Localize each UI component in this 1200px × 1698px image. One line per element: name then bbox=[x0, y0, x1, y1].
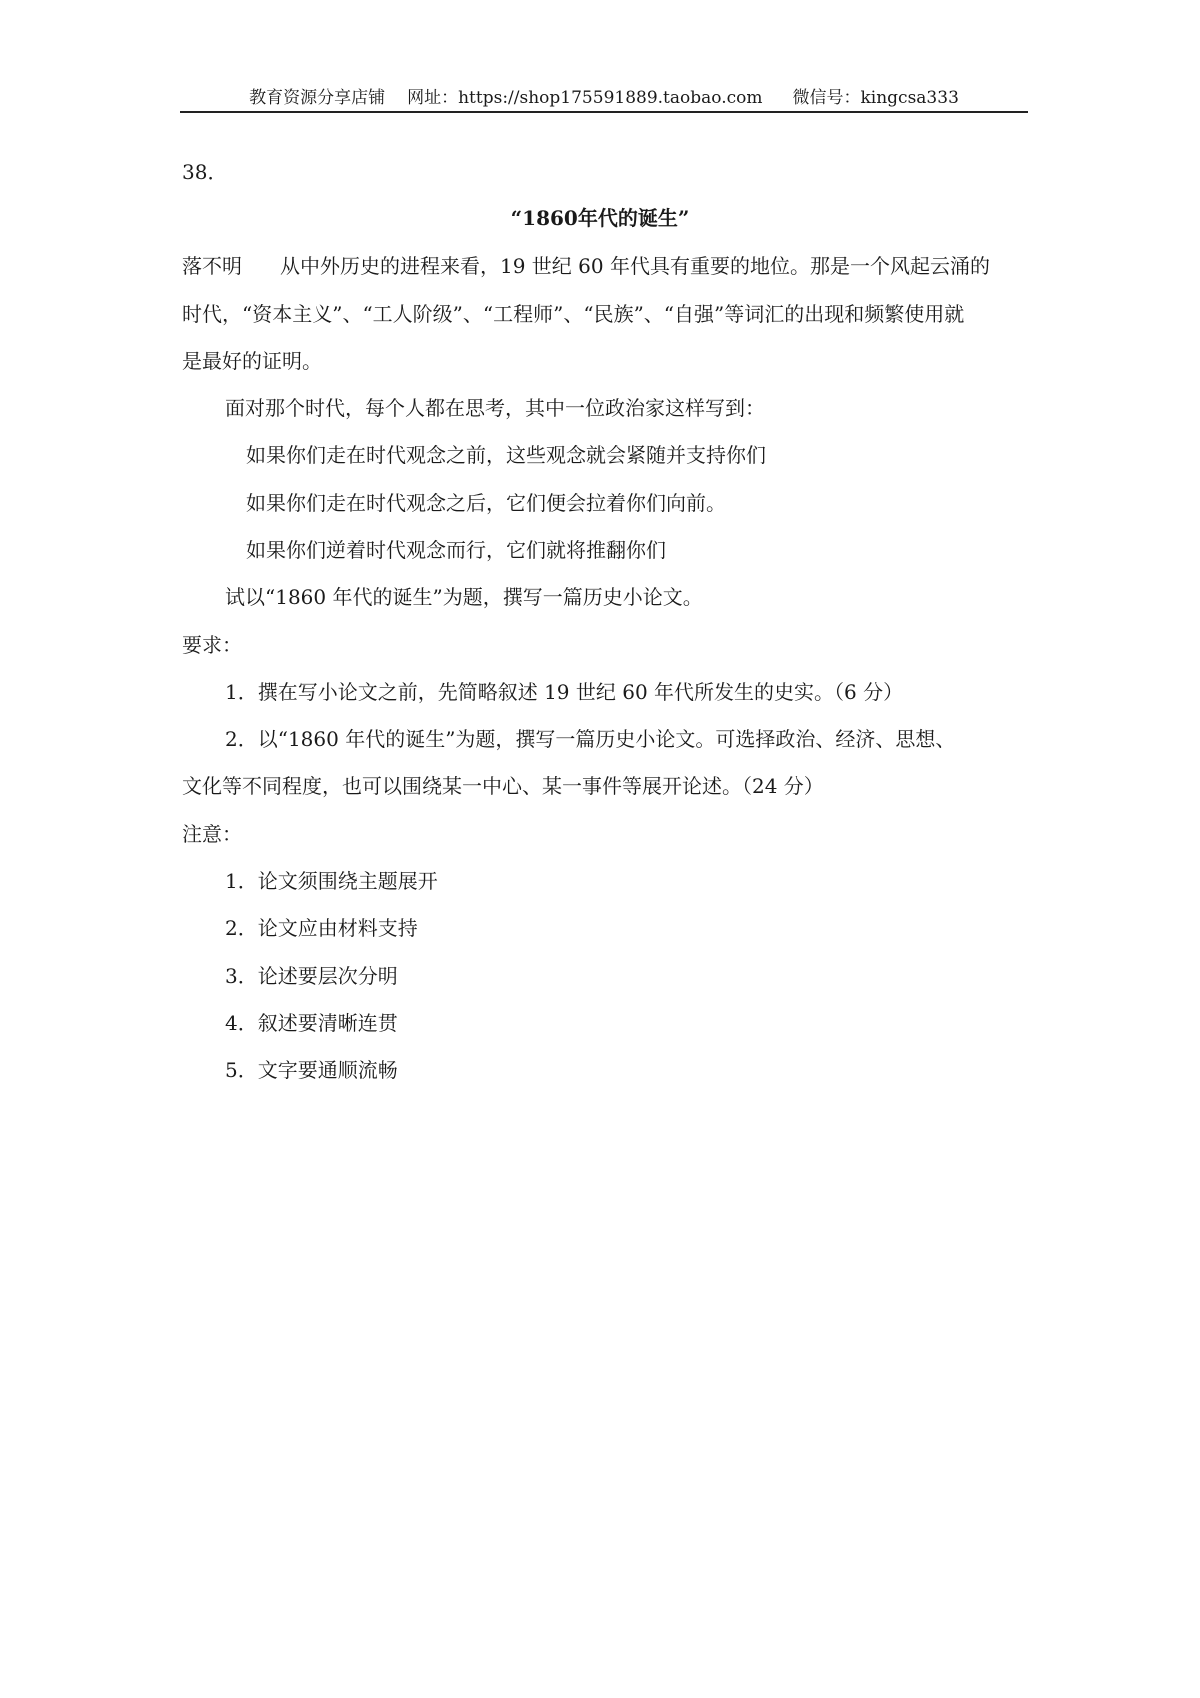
quote-line: 如果你们走在时代观念之前，这些观念就会紧随并支持你们 bbox=[246, 443, 766, 467]
requirements-label: 要求： bbox=[182, 633, 242, 657]
quote-line: 如果你们逆着时代观念而行，它们就将推翻你们 bbox=[246, 538, 666, 562]
note-item: 1．论文须围绕主题展开 bbox=[225, 869, 438, 893]
note-item: 5．文字要通顺流畅 bbox=[225, 1058, 398, 1082]
quote-line: 如果你们走在时代观念之后，它们便会拉着你们向前。 bbox=[246, 491, 726, 515]
material-task: 试以“1860 年代的诞生”为题，撰写一篇历史小论文。 bbox=[225, 585, 703, 609]
material-author: 落不明 bbox=[182, 254, 242, 278]
note-item: 4．叙述要清晰连贯 bbox=[225, 1011, 398, 1035]
requirement-item: 1．撰在写小论文之前，先简略叙述 19 世纪 60 年代所发生的史实。（6 分） bbox=[225, 680, 904, 704]
material-line-2: 时代，“资本主义”、“工人阶级”、“工程师”、“民族”、“自强”等词汇的出现和频繁使用就 bbox=[182, 302, 965, 326]
notes-label: 注意： bbox=[182, 822, 242, 846]
requirement-item: 2．以“1860 年代的诞生”为题，撰写一篇历史小论文。可选择政治、经济、思想、 bbox=[225, 727, 956, 751]
page-header bbox=[180, 86, 1028, 110]
essay-title: “1860年代的诞生” bbox=[510, 206, 690, 230]
header-divider bbox=[180, 111, 1028, 113]
header-website: 网址：https://shop175591889.taobao.com bbox=[407, 88, 763, 108]
question-number: 38． bbox=[182, 160, 228, 184]
header-shop-name: 教育资源分享店铺 bbox=[249, 88, 386, 108]
material-line-1-text: 从中外历史的进程来看，19 世纪 60 年代具有重要的地位。那是一个风起云涌的 bbox=[280, 254, 990, 278]
note-item: 2．论文应由材料支持 bbox=[225, 916, 418, 940]
header-wechat: 微信号：kingcsa333 bbox=[792, 88, 959, 108]
note-item: 3．论述要层次分明 bbox=[225, 964, 398, 988]
material-intro: 面对那个时代，每个人都在思考，其中一位政治家这样写到： bbox=[225, 396, 765, 420]
material-line-1 bbox=[182, 252, 990, 280]
requirement-item-continuation: 文化等不同程度，也可以围绕某一中心、某一事件等展开论述。（24 分） bbox=[182, 774, 824, 798]
material-line-3: 是最好的证明。 bbox=[182, 349, 322, 373]
